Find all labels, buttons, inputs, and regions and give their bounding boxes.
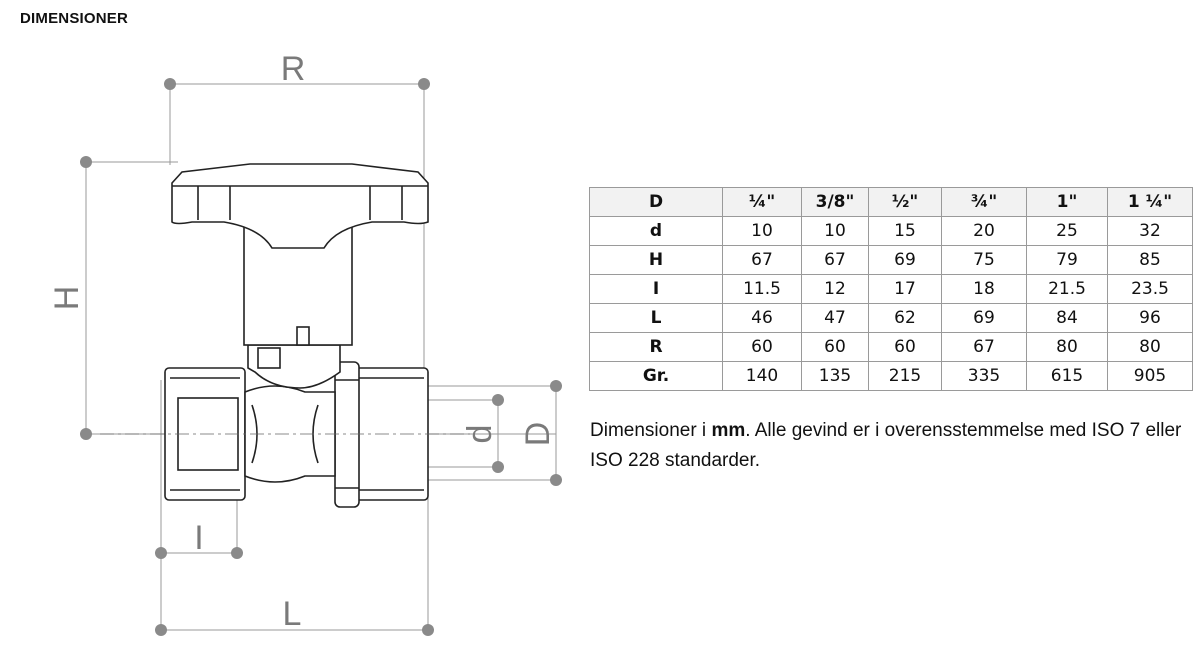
table-cell: 67: [942, 333, 1027, 362]
table-cell: 905: [1108, 362, 1193, 391]
table-cell: 335: [942, 362, 1027, 391]
table-cell: 20: [942, 217, 1027, 246]
table-row-label: Gr.: [590, 362, 723, 391]
table-cell: 69: [942, 304, 1027, 333]
table-cell: 135: [802, 362, 869, 391]
table-cell: 23.5: [1108, 275, 1193, 304]
valve-body: [165, 164, 428, 507]
label-r: R: [280, 50, 306, 88]
table-header-cell: ¼": [723, 188, 802, 217]
table-row: [590, 217, 1193, 246]
label-d-large: D: [519, 421, 557, 447]
valve-dimension-drawing: [0, 0, 580, 650]
table-cell: 15: [869, 217, 942, 246]
table-cell: 18: [942, 275, 1027, 304]
table-row: [590, 304, 1193, 333]
table-cell: 84: [1027, 304, 1108, 333]
table-cell: 60: [802, 333, 869, 362]
table-row-label: L: [590, 304, 723, 333]
table-header-cell: D: [590, 188, 723, 217]
table-cell: 60: [723, 333, 802, 362]
table-header-cell: 1 ¼": [1108, 188, 1193, 217]
table-row: [590, 362, 1193, 391]
dimensions-note: [590, 416, 1190, 476]
table-cell: 10: [723, 217, 802, 246]
table-cell: 47: [802, 304, 869, 333]
table-cell: 46: [723, 304, 802, 333]
table-cell: 80: [1108, 333, 1193, 362]
table-cell: 69: [869, 246, 942, 275]
table-cell: 67: [802, 246, 869, 275]
label-l: L: [282, 595, 302, 633]
table-cell: 67: [723, 246, 802, 275]
table-header-cell: 1": [1027, 188, 1108, 217]
note-text-end: . Alle gevind er i overensstemmelse med ISO 7 eller ISO 228 standarder.: [590, 420, 1182, 471]
table-cell: 96: [1108, 304, 1193, 333]
table-cell: 32: [1108, 217, 1193, 246]
table-cell: 80: [1027, 333, 1108, 362]
label-h: H: [48, 285, 86, 311]
table-cell: 11.5: [723, 275, 802, 304]
table-cell: 25: [1027, 217, 1108, 246]
table-header-row: [590, 188, 1193, 217]
table-row: [590, 333, 1193, 362]
table-cell: 215: [869, 362, 942, 391]
label-d-small: d: [461, 424, 499, 444]
label-i: I: [194, 519, 204, 557]
table-cell: 615: [1027, 362, 1108, 391]
table-cell: 12: [802, 275, 869, 304]
table-row-label: d: [590, 217, 723, 246]
note-text-start: Dimensioner i: [590, 420, 712, 441]
table-cell: 75: [942, 246, 1027, 275]
table-cell: 85: [1108, 246, 1193, 275]
note-unit: mm: [711, 420, 746, 441]
table-cell: 17: [869, 275, 942, 304]
table-row-label: I: [590, 275, 723, 304]
table-cell: 140: [723, 362, 802, 391]
table-row: [590, 246, 1193, 275]
table-header-cell: ¾": [942, 188, 1027, 217]
table-row-label: R: [590, 333, 723, 362]
table-cell: 10: [802, 217, 869, 246]
dimensions-table: [589, 187, 1193, 391]
table-cell: 60: [869, 333, 942, 362]
table-cell: 62: [869, 304, 942, 333]
table-row-label: H: [590, 246, 723, 275]
table-header-cell: ½": [869, 188, 942, 217]
page-title: DIMENSIONER: [20, 10, 129, 27]
table-cell: 79: [1027, 246, 1108, 275]
table-cell: 21.5: [1027, 275, 1108, 304]
table-header-cell: 3/8": [802, 188, 869, 217]
table-row: [590, 275, 1193, 304]
